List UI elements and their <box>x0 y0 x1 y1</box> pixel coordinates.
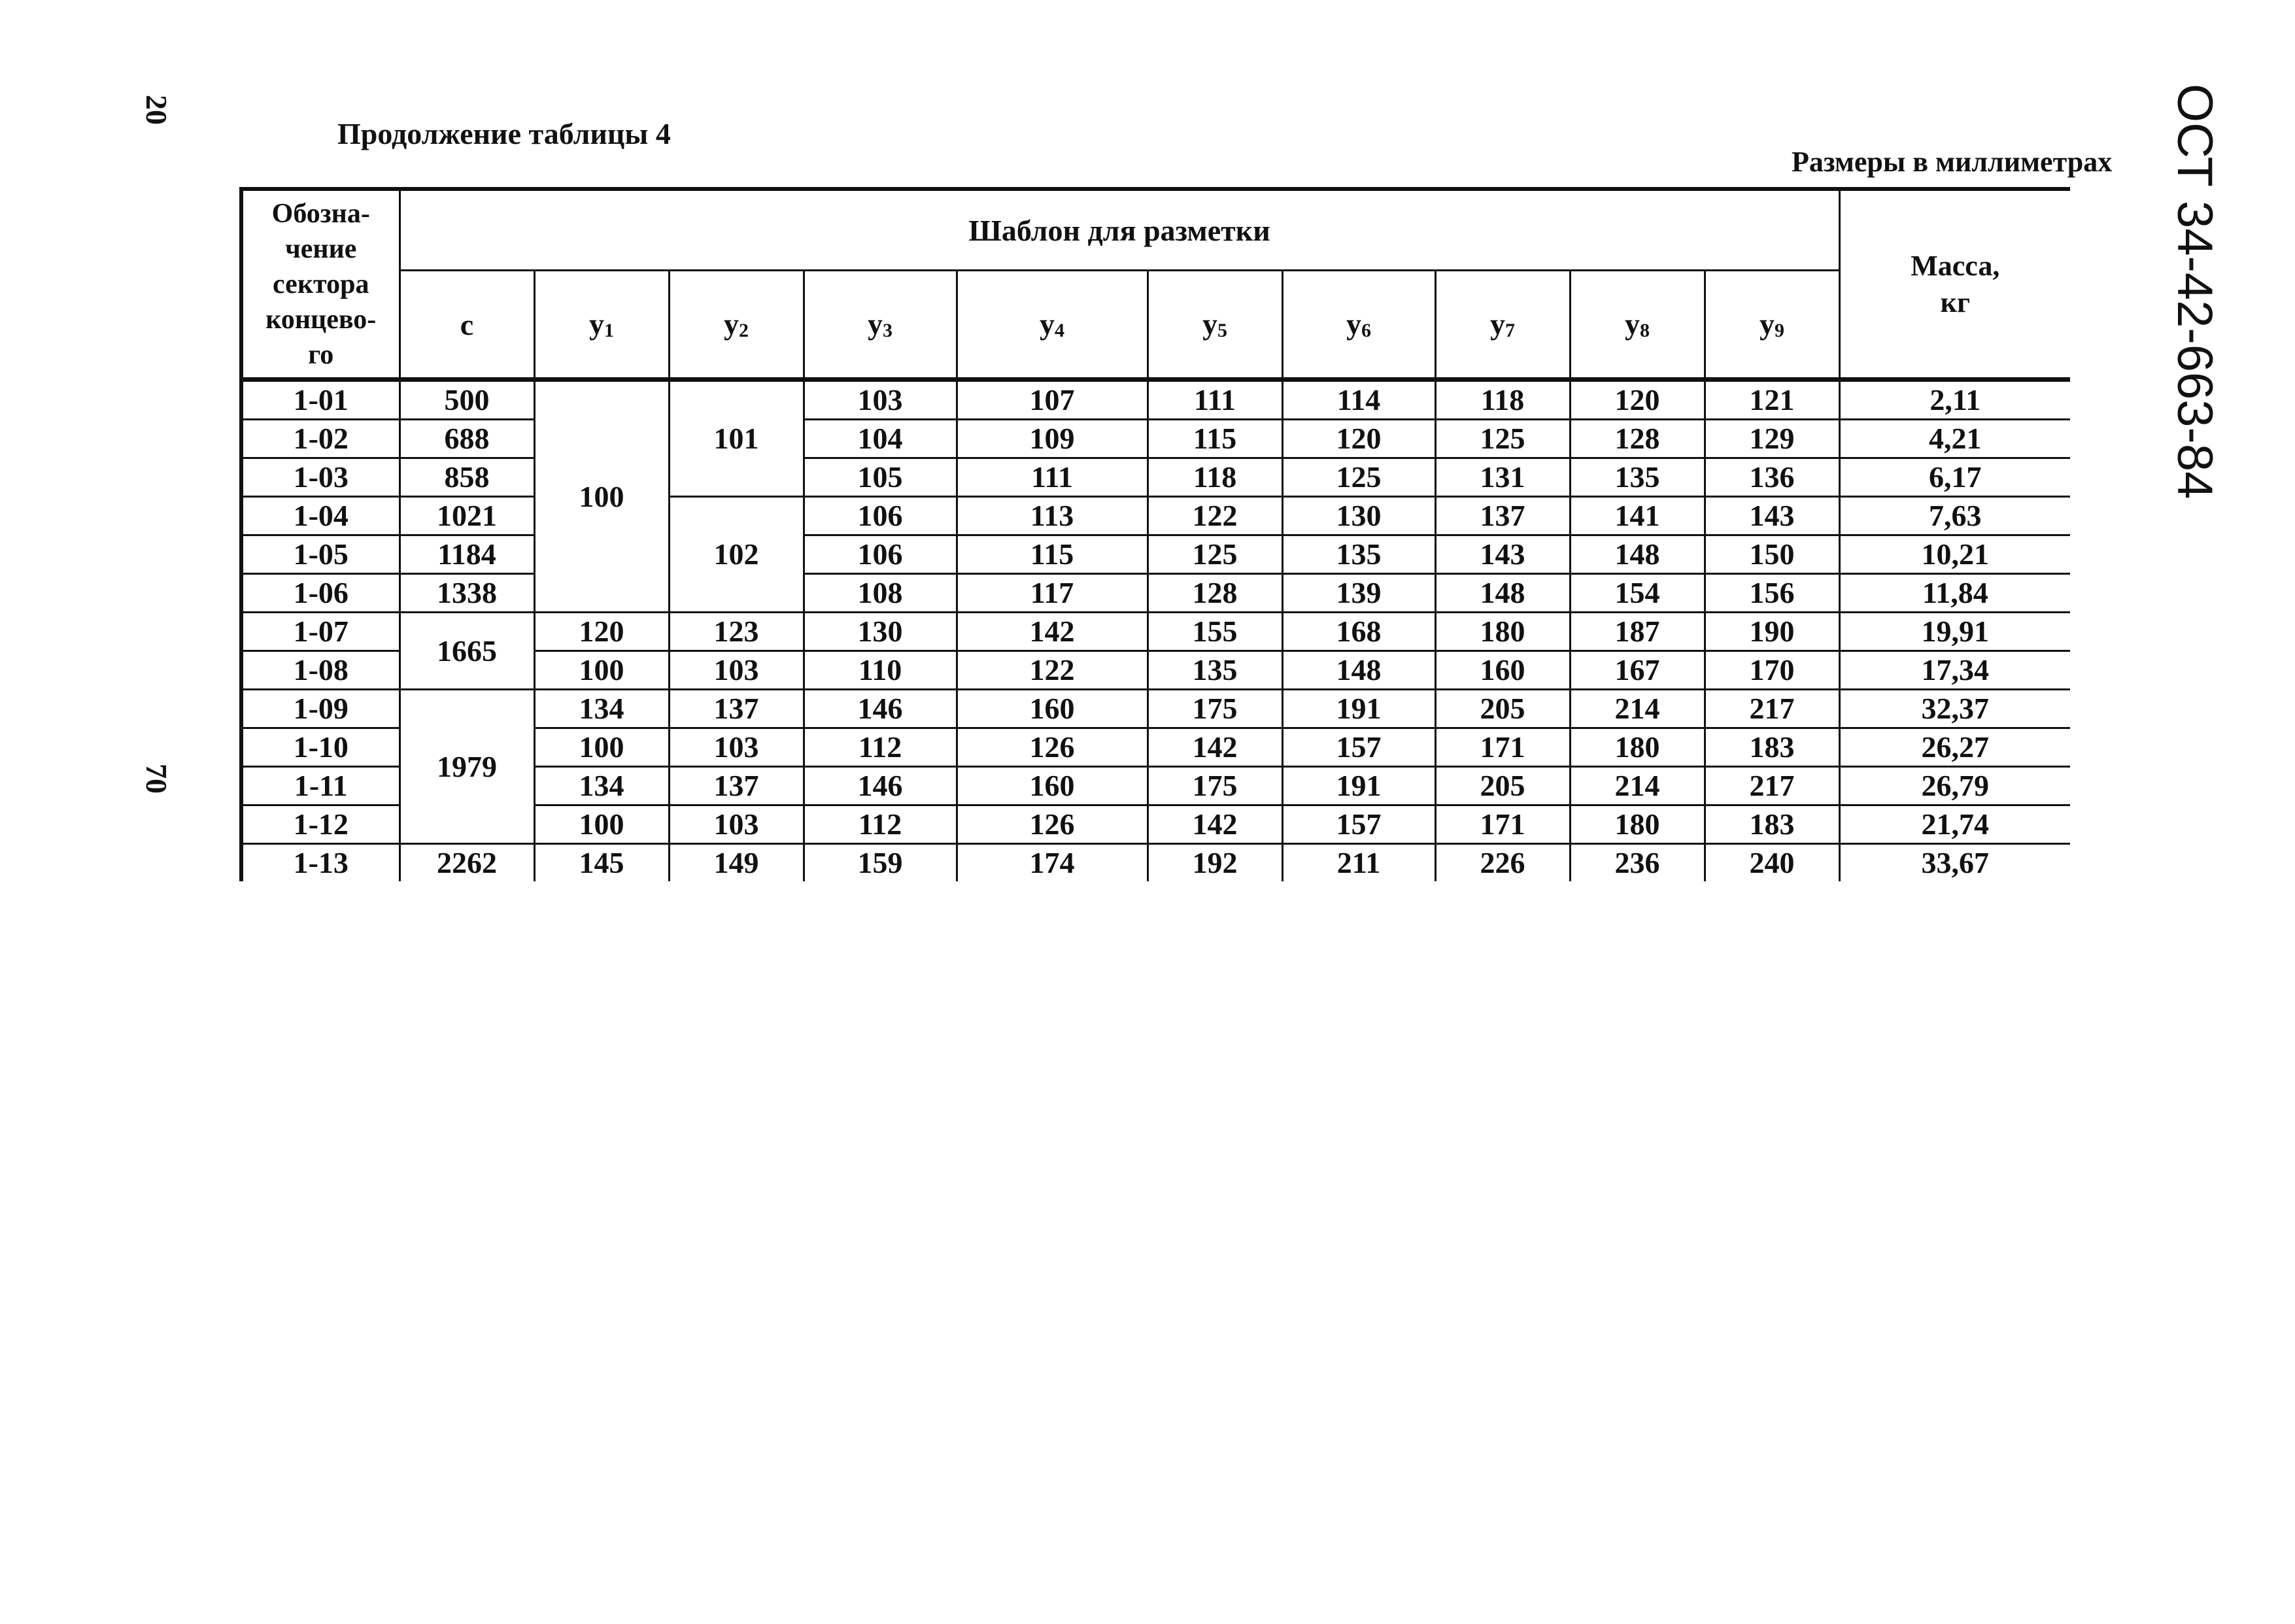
cell-y9: 143 <box>1705 497 1839 535</box>
cell-y5: 175 <box>1148 767 1282 805</box>
cell-y1: 100 <box>534 805 669 844</box>
cell-y2: 137 <box>669 690 804 728</box>
cell-y3: 130 <box>804 613 957 651</box>
cell-y6: 130 <box>1282 497 1435 535</box>
header-y4-letter: у <box>1040 307 1055 341</box>
cell-y5: 192 <box>1148 844 1282 882</box>
cell-y6: 120 <box>1282 420 1435 458</box>
template-dimensions-table <box>239 187 2070 881</box>
cell-y4: 113 <box>957 497 1148 535</box>
cell-c: 1021 <box>400 497 534 535</box>
cell-y7: 205 <box>1435 767 1570 805</box>
header-y5 <box>1148 271 1282 380</box>
cell-y6: 168 <box>1282 613 1435 651</box>
cell-y4: 126 <box>957 805 1148 844</box>
cell-y9: 217 <box>1705 767 1839 805</box>
table-row <box>241 574 2070 613</box>
cell-y3: 108 <box>804 574 957 613</box>
cell-c: 1184 <box>400 535 534 574</box>
table-row <box>241 458 2070 497</box>
cell-y7: 226 <box>1435 844 1570 882</box>
header-y6 <box>1282 271 1435 380</box>
cell-y6: 148 <box>1282 651 1435 690</box>
header-y7 <box>1435 271 1570 380</box>
cell-y1: 120 <box>534 613 669 651</box>
cell-c: 858 <box>400 458 534 497</box>
cell-y2: 101 <box>669 380 804 497</box>
cell-y3: 105 <box>804 458 957 497</box>
cell-y5: 125 <box>1148 535 1282 574</box>
cell-mass: 10,21 <box>1839 535 2070 574</box>
cell-y8: 154 <box>1570 574 1705 613</box>
cell-designation: 1-07 <box>241 613 400 651</box>
cell-y6: 157 <box>1282 728 1435 767</box>
cell-y8: 120 <box>1570 380 1705 420</box>
header-y3 <box>804 271 957 380</box>
units-note: Размеры в миллиметрах <box>1792 146 2113 178</box>
table-header <box>241 189 2070 380</box>
cell-y6: 114 <box>1282 380 1435 420</box>
header-designation <box>241 189 400 380</box>
cell-c: 1979 <box>400 690 534 844</box>
cell-designation: 1-05 <box>241 535 400 574</box>
cell-y8: 214 <box>1570 767 1705 805</box>
cell-y1: 100 <box>534 651 669 690</box>
cell-y7: 180 <box>1435 613 1570 651</box>
cell-y5: 175 <box>1148 690 1282 728</box>
cell-y1: 134 <box>534 767 669 805</box>
cell-y2: 123 <box>669 613 804 651</box>
cell-y3: 112 <box>804 728 957 767</box>
cell-y9: 217 <box>1705 690 1839 728</box>
table-row <box>241 420 2070 458</box>
header-designation-text: Обозна- чение сектора концево- го <box>265 198 377 370</box>
cell-mass: 32,37 <box>1839 690 2070 728</box>
cell-y5: 135 <box>1148 651 1282 690</box>
cell-y8: 214 <box>1570 690 1705 728</box>
cell-y2: 103 <box>669 651 804 690</box>
header-y1-letter: у <box>589 307 604 341</box>
cell-designation: 1-06 <box>241 574 400 613</box>
cell-y1: 100 <box>534 380 669 613</box>
cell-mass: 19,91 <box>1839 613 2070 651</box>
cell-y7: 205 <box>1435 690 1570 728</box>
cell-y8: 180 <box>1570 805 1705 844</box>
cell-y2: 102 <box>669 497 804 613</box>
cell-designation: 1-02 <box>241 420 400 458</box>
header-y8-letter: у <box>1625 307 1640 341</box>
header-y2 <box>669 271 804 380</box>
header-y3-index: 3 <box>883 320 892 341</box>
cell-designation: 1-01 <box>241 380 400 420</box>
table-row <box>241 844 2070 882</box>
cell-y8: 236 <box>1570 844 1705 882</box>
cell-y3: 104 <box>804 420 957 458</box>
header-y9-index: 9 <box>1775 320 1785 341</box>
cell-y4: 122 <box>957 651 1148 690</box>
header-y4-index: 4 <box>1055 320 1064 341</box>
cell-y2: 103 <box>669 728 804 767</box>
cell-c: 1338 <box>400 574 534 613</box>
cell-y4: 142 <box>957 613 1148 651</box>
cell-y8: 135 <box>1570 458 1705 497</box>
cell-y9: 121 <box>1705 380 1839 420</box>
header-y2-letter: у <box>724 307 739 341</box>
cell-c: 688 <box>400 420 534 458</box>
header-y2-index: 2 <box>739 320 749 341</box>
cell-mass: 26,79 <box>1839 767 2070 805</box>
cell-y5: 155 <box>1148 613 1282 651</box>
cell-y3: 106 <box>804 497 957 535</box>
header-y8 <box>1570 271 1705 380</box>
table-row <box>241 690 2070 728</box>
cell-y2: 103 <box>669 805 804 844</box>
cell-y2: 149 <box>669 844 804 882</box>
cell-y3: 146 <box>804 690 957 728</box>
cell-mass: 6,17 <box>1839 458 2070 497</box>
cell-y7: 137 <box>1435 497 1570 535</box>
cell-mass: 21,74 <box>1839 805 2070 844</box>
cell-y9: 190 <box>1705 613 1839 651</box>
cell-c: 1665 <box>400 613 534 690</box>
cell-y5: 111 <box>1148 380 1282 420</box>
cell-y3: 146 <box>804 767 957 805</box>
cell-y5: 115 <box>1148 420 1282 458</box>
header-y9-letter: у <box>1760 307 1775 341</box>
cell-y5: 118 <box>1148 458 1282 497</box>
cell-y9: 129 <box>1705 420 1839 458</box>
cell-y1: 134 <box>534 690 669 728</box>
header-y8-index: 8 <box>1640 320 1650 341</box>
cell-designation: 1-08 <box>241 651 400 690</box>
header-template-group: Шаблон для разметки <box>400 189 1839 271</box>
cell-y7: 171 <box>1435 728 1570 767</box>
cell-y9: 170 <box>1705 651 1839 690</box>
cell-y9: 156 <box>1705 574 1839 613</box>
cell-mass: 33,67 <box>1839 844 2070 882</box>
table-container <box>239 187 2070 883</box>
cell-y8: 180 <box>1570 728 1705 767</box>
cell-y6: 211 <box>1282 844 1435 882</box>
cell-y9: 240 <box>1705 844 1839 882</box>
cell-mass: 26,27 <box>1839 728 2070 767</box>
cell-mass: 7,63 <box>1839 497 2070 535</box>
cell-y4: 160 <box>957 767 1148 805</box>
cell-y8: 187 <box>1570 613 1705 651</box>
header-y9 <box>1705 271 1839 380</box>
header-c: с <box>400 271 534 380</box>
cell-y4: 109 <box>957 420 1148 458</box>
cell-y4: 111 <box>957 458 1148 497</box>
cell-designation: 1-10 <box>241 728 400 767</box>
cell-y4: 115 <box>957 535 1148 574</box>
cell-y6: 191 <box>1282 690 1435 728</box>
cell-mass: 17,34 <box>1839 651 2070 690</box>
cell-designation: 1-09 <box>241 690 400 728</box>
cell-y8: 167 <box>1570 651 1705 690</box>
cell-mass: 4,21 <box>1839 420 2070 458</box>
table-body <box>241 380 2070 882</box>
cell-designation: 1-03 <box>241 458 400 497</box>
cell-y4: 126 <box>957 728 1148 767</box>
header-y6-letter: у <box>1346 307 1361 341</box>
cell-designation: 1-12 <box>241 805 400 844</box>
cell-y7: 148 <box>1435 574 1570 613</box>
cell-y8: 128 <box>1570 420 1705 458</box>
cell-designation: 1-04 <box>241 497 400 535</box>
cell-y7: 171 <box>1435 805 1570 844</box>
cell-c: 500 <box>400 380 534 420</box>
cell-y9: 136 <box>1705 458 1839 497</box>
cell-y5: 142 <box>1148 805 1282 844</box>
cell-y1: 100 <box>534 728 669 767</box>
cell-y3: 110 <box>804 651 957 690</box>
cell-y7: 118 <box>1435 380 1570 420</box>
cell-y3: 159 <box>804 844 957 882</box>
cell-y5: 128 <box>1148 574 1282 613</box>
table-caption: Продолжение таблицы 4 <box>337 117 671 150</box>
cell-y5: 122 <box>1148 497 1282 535</box>
cell-y6: 191 <box>1282 767 1435 805</box>
cell-y3: 106 <box>804 535 957 574</box>
cell-y7: 143 <box>1435 535 1570 574</box>
table-row <box>241 535 2070 574</box>
cell-y8: 141 <box>1570 497 1705 535</box>
header-y4 <box>957 271 1148 380</box>
cell-y9: 150 <box>1705 535 1839 574</box>
cell-designation: 1-13 <box>241 844 400 882</box>
header-y1-index: 1 <box>604 320 614 341</box>
header-y5-letter: у <box>1202 307 1217 341</box>
cell-y4: 107 <box>957 380 1148 420</box>
header-mass <box>1839 189 2070 380</box>
cell-y9: 183 <box>1705 728 1839 767</box>
table-row <box>241 380 2070 420</box>
header-mass-text: Масса, кг <box>1911 249 2000 318</box>
cell-y3: 103 <box>804 380 957 420</box>
cell-y6: 125 <box>1282 458 1435 497</box>
cell-y9: 183 <box>1705 805 1839 844</box>
cell-y1: 145 <box>534 844 669 882</box>
cell-y5: 142 <box>1148 728 1282 767</box>
header-y6-index: 6 <box>1361 320 1371 341</box>
cell-mass: 11,84 <box>1839 574 2070 613</box>
cell-y6: 157 <box>1282 805 1435 844</box>
cell-y4: 117 <box>957 574 1148 613</box>
cell-y4: 174 <box>957 844 1148 882</box>
cell-c: 2262 <box>400 844 534 882</box>
header-y1 <box>534 271 669 380</box>
cell-y8: 148 <box>1570 535 1705 574</box>
header-y7-letter: у <box>1490 307 1505 341</box>
cell-y2: 137 <box>669 767 804 805</box>
cell-y7: 131 <box>1435 458 1570 497</box>
cell-y6: 135 <box>1282 535 1435 574</box>
table-row <box>241 497 2070 535</box>
cell-mass: 2,11 <box>1839 380 2070 420</box>
document-code: ОСТ 34-42-663-84 <box>2167 84 2222 499</box>
cell-y6: 139 <box>1282 574 1435 613</box>
page-number-bottom: 70 <box>140 764 173 794</box>
cell-y7: 160 <box>1435 651 1570 690</box>
cell-y7: 125 <box>1435 420 1570 458</box>
cell-y3: 112 <box>804 805 957 844</box>
cell-designation: 1-11 <box>241 767 400 805</box>
page-number-top: 20 <box>140 95 173 125</box>
cell-y4: 160 <box>957 690 1148 728</box>
table-row <box>241 613 2070 651</box>
header-y3-letter: у <box>868 307 883 341</box>
header-y7-index: 7 <box>1505 320 1515 341</box>
header-y5-index: 5 <box>1217 320 1227 341</box>
